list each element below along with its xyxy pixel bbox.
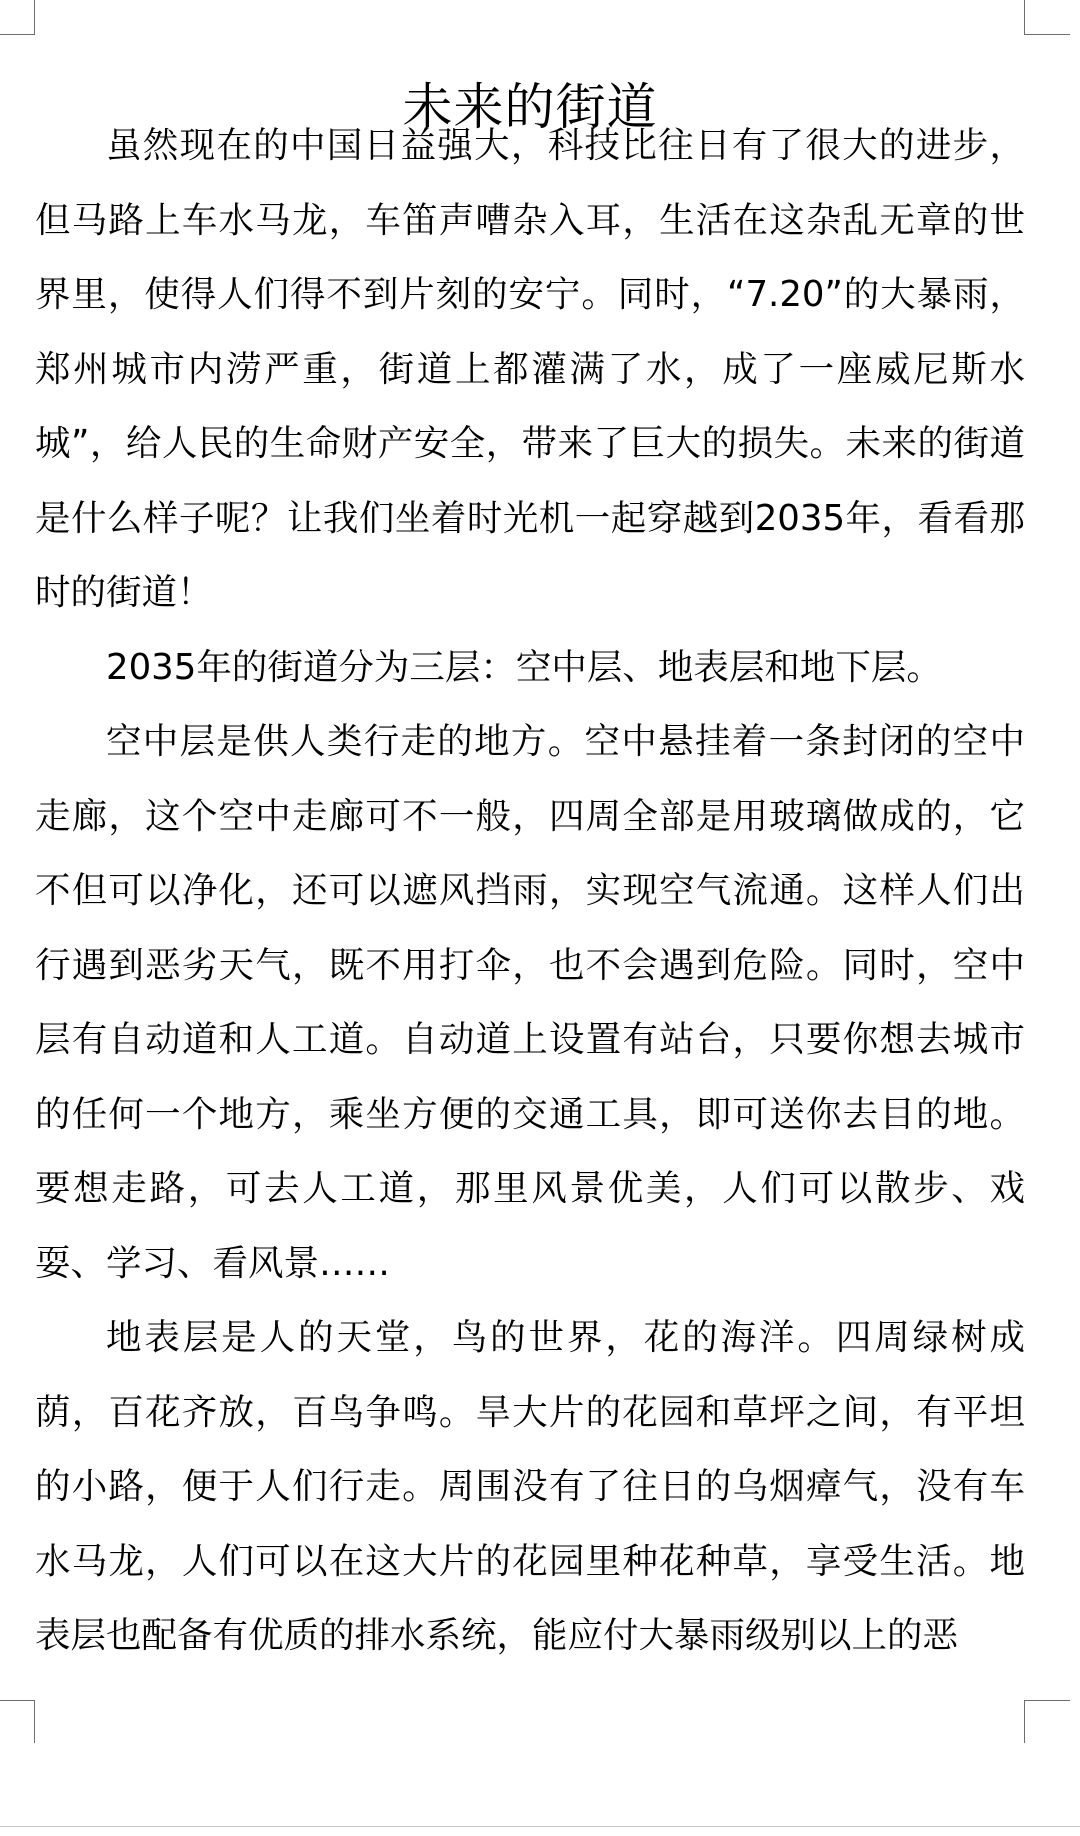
crop-mark-bottom-right <box>1024 1700 1070 1743</box>
crop-mark-top-right <box>1024 0 1070 35</box>
paragraph-air-layer: 空中层是供人类行走的地方。空中悬挂着一条封闭的空中走廊，这个空中走廊可不一般，四周全部是用玻璃做成的，它不但可以净化，还可以遮风挡雨，实现空气流通。这样人们出行遇到恶劣天气，既不用打伞，也不会遇到危险。同时，空中层有自动道和人工道。自动道上设置有站台，只要你想去城市的任何一个地方，乘坐方便的交通工具，即可送你去目的地。要想走路，可去人工道，那里风景优美，人们可以散步、戏耍、学习、看风景…… <box>35 721 1025 1284</box>
document-body <box>35 109 1025 1674</box>
paragraph-three-layers: 2035年的街道分为三层：空中层、地表层和地下层。 <box>106 646 942 688</box>
page-title: 未来的街道 <box>402 77 658 136</box>
paragraph-intro: 虽然现在的中国日益强大，科技比往日有了很大的进步，但马路上车水马龙，车笛声嘈杂入耳，生活在这杂乱无章的世界里，使得人们得不到片刻的安宁。同时，“7.20”的大暴雨，郑州城市内涝严重，街道上都灌满了水，成了一座威尼斯水城”，给人民的生命财产安全，带来了巨大的损失。未来的街道是什么样子呢？让我们坐着时光机一起穿越到2035年，看看那时的街道！ <box>35 125 1025 613</box>
crop-mark-bottom-left <box>0 1700 35 1743</box>
paragraph-surface-layer: 地表层是人的天堂，鸟的世界，花的海洋。四周绿树成荫，百花齐放，百鸟争鸣。旱大片的花园和草坪之间，有平坦的小路，便于人们行走。周围没有了往日的乌烟瘴气，没有车水马龙，人们可以在这大片的花园里种花种草，享受生活。地表层也配备有优质的排水系统，能应付大暴雨级别以上的恶 <box>35 1317 1025 1656</box>
crop-mark-top-left <box>0 0 35 35</box>
page-bottom-divider <box>0 1826 1080 1827</box>
